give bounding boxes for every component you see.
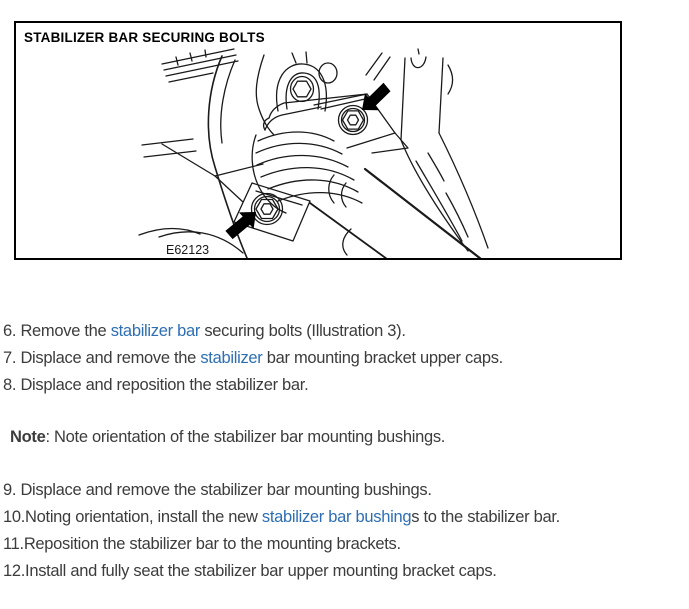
note-text: : Note orientation of the stabilizer bar mounting bushings. bbox=[45, 428, 446, 446]
step-line bbox=[3, 318, 503, 345]
figure-code: E62123 bbox=[166, 243, 210, 257]
steps-9-12 bbox=[3, 477, 560, 585]
step-line bbox=[3, 531, 560, 558]
step-line bbox=[3, 558, 560, 585]
suspension-arm bbox=[366, 49, 488, 251]
stabilizer-bar-drawing bbox=[16, 23, 620, 258]
step-text: 8. Displace and reposition the stabilizer bar. bbox=[3, 376, 309, 394]
lower-securing-bolt bbox=[252, 194, 283, 225]
step-line bbox=[3, 372, 503, 399]
step-text: bar mounting bracket upper caps. bbox=[262, 349, 503, 367]
step-line bbox=[3, 504, 560, 531]
stabilizer-part-link[interactable]: stabilizer bar bbox=[110, 322, 201, 340]
figure-title: STABILIZER BAR SECURING BOLTS bbox=[24, 30, 265, 45]
note-label: Note bbox=[10, 428, 46, 446]
frame-lines bbox=[162, 49, 238, 82]
step-text: s to the stabilizer bar. bbox=[411, 508, 560, 526]
stabilizer-part-link[interactable]: stabilizer bar bushing bbox=[261, 508, 412, 526]
mounting-bushing bbox=[252, 132, 362, 213]
steps-6-8 bbox=[3, 318, 503, 399]
note-line bbox=[10, 424, 445, 451]
step-text: 10.Noting orientation, install the new bbox=[3, 508, 262, 526]
step-line bbox=[3, 477, 560, 504]
step-text: 12.Install and fully seat the stabilizer bar upper mounting bracket caps. bbox=[3, 562, 497, 580]
step-text: 9. Displace and remove the stabilizer bar mounting bushings. bbox=[3, 481, 432, 499]
lower-arrow-icon bbox=[225, 212, 256, 239]
stabilizer-part-link[interactable]: stabilizer bbox=[200, 349, 263, 367]
step-line bbox=[3, 345, 503, 372]
step-text: 11.Reposition the stabilizer bar to the mounting brackets. bbox=[3, 535, 401, 553]
illustration-box bbox=[14, 21, 622, 260]
step-text: securing bolts (Illustration 3). bbox=[200, 322, 406, 340]
step-text: 6. Remove the bbox=[3, 322, 111, 340]
subframe-arc bbox=[142, 55, 274, 258]
step-text: 7. Displace and remove the bbox=[3, 349, 201, 367]
